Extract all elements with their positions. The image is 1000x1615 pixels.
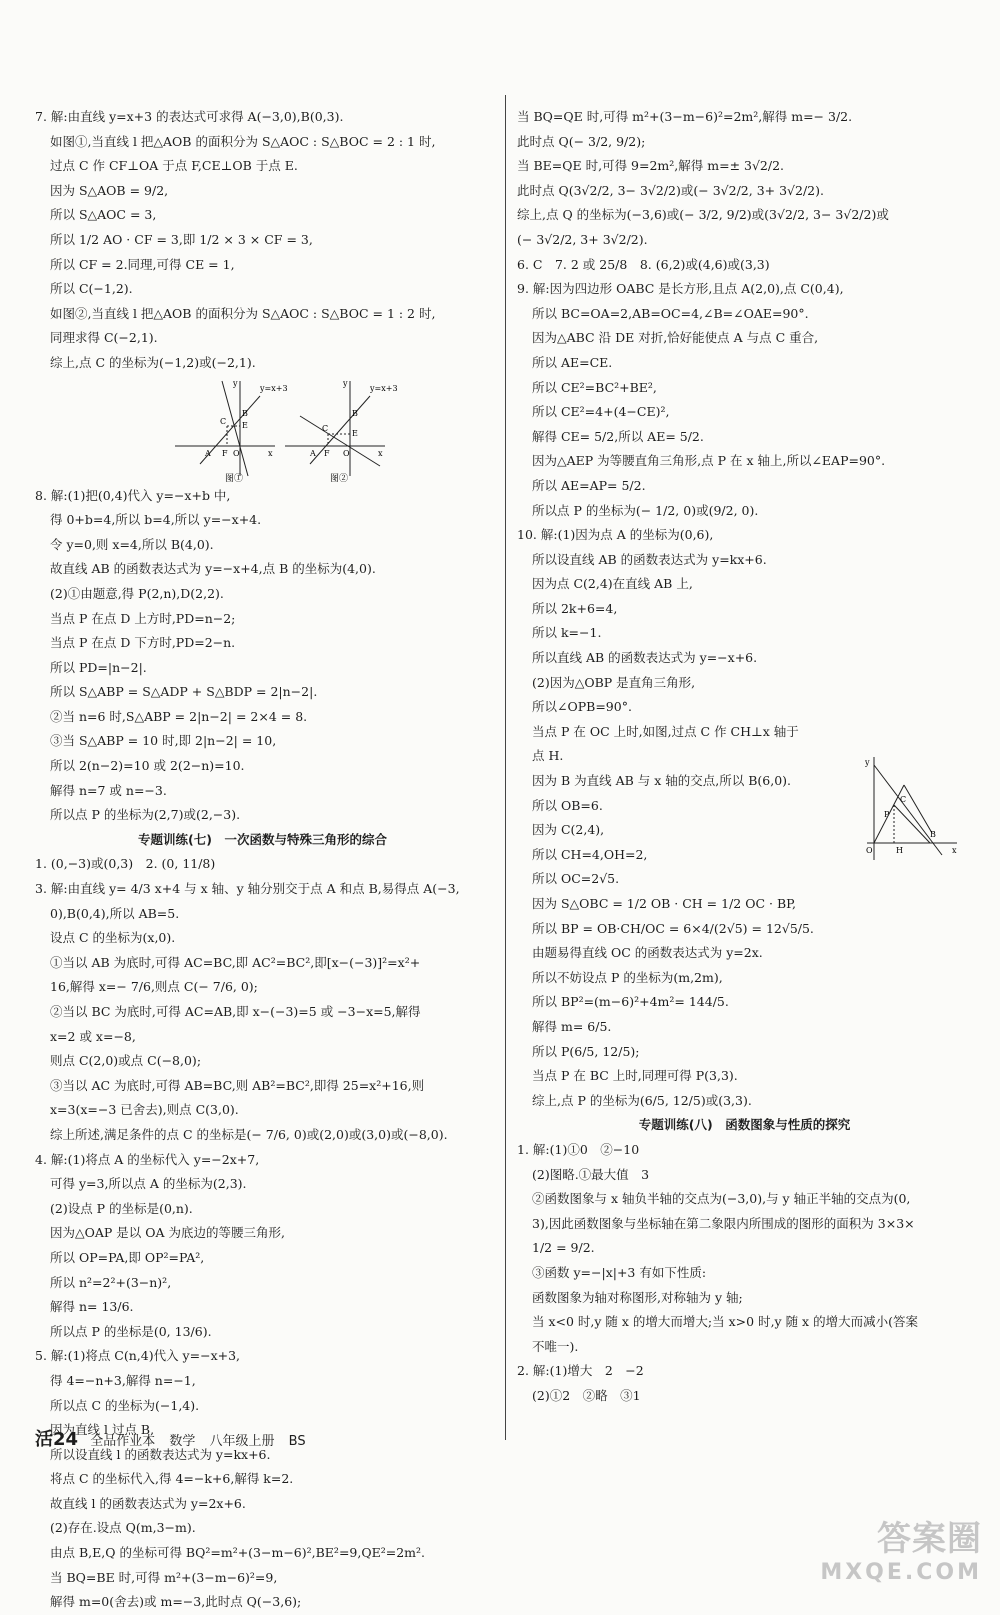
text-line: 0),B(0,4),所以 AB=5. [50,905,180,921]
text-line: 所以 C(−1,2). [50,281,133,297]
text-line: (2)图略.①最大值 3 [532,1166,650,1182]
text-line: 所以点 P 的坐标为(2,7)或(2,−3). [50,807,241,823]
text-line: 所以 2k+6=4, [532,600,618,616]
book-title: 全品作业本 [90,1434,156,1449]
text-line: 函数图象为轴对称图形,对称轴为 y 轴; [532,1289,743,1305]
text-line: 所以 CF = 2.同理,可得 CE = 1, [50,256,235,272]
text-line: 所以 S△AOC = 3, [50,207,157,223]
text-line: ①当以 AB 为底时,可得 AC=BC,即 AC²=BC²,即[x−(−3)]²=x²+ [50,954,421,970]
text-line: 因为 B 为直线 AB 与 x 轴的交点,所以 B(6,0). [532,773,792,789]
text-line: 所以点 C 的坐标为(−1,4). [50,1397,200,1413]
text-line: 解得 n= 13/6. [50,1299,134,1315]
text-line: 过点 C 作 CF⊥OA 于点 F,CE⊥OB 于点 E. [50,158,298,174]
subject: 数学 [169,1434,196,1449]
text-line: 解得 CE= 5/2,所以 AE= 5/2. [532,428,704,444]
text-line: 当 BQ=BE 时,可得 m²+(3−m−6)²=9, [50,1569,278,1585]
text-line: ②当 n=6 时,S△ABP = 2|n−2| = 2×4 = 8. [50,708,308,724]
text-line: 所以 AE=CE. [532,354,613,370]
svg-text:E: E [352,428,358,438]
text-line: 所以 BP²=(m−6)²+4m²= 144/5. [532,994,729,1010]
svg-text:x: x [952,846,957,855]
text-line: 所以∠OPB=90°. [532,699,632,715]
text-line: 所以 1/2 AO · CF = 3,即 1/2 × 3 × CF = 3, [50,231,313,247]
text-line: 当 BE=QE 时,可得 9=2m²,解得 m=± 3√2/2. [517,158,785,174]
text-line: 当点 P 在点 D 上方时,PD=n−2; [50,610,236,626]
text-line: 所以 CE²=BC²+BE², [532,379,657,395]
text-line: ③当 S△ABP = 10 时,即 2|n−2| = 10, [50,733,277,749]
svg-text:E: E [242,420,248,430]
text-line: 当 BQ=QE 时,可得 m²+(3−m−6)²=2m²,解得 m=− 3/2. [517,109,853,124]
text-line: 不唯一). [532,1338,579,1354]
fig1-line-label: y=x+3 [260,383,288,393]
text-line: 综上,点 C 的坐标为(−1,2)或(−2,1). [50,354,256,370]
svg-text:x: x [268,448,273,458]
text-line: 3),因此函数图象与坐标轴在第二象限内所围成的图形的面积为 3×3× [532,1215,915,1231]
text-line: 6. C 7. 2 或 25/8 8. (6,2)或(4,6)或(3,3) [517,256,770,272]
watermark: 答案圈 MXQE.COM [820,1519,982,1585]
figure-2 [285,379,398,484]
text-line: 所以 CE²=4+(4−CE)², [532,404,670,420]
text-line: 所以 OB=6. [532,797,603,813]
text-line: 点 H. [532,748,564,764]
text-line: 则点 C(2,0)或点 C(−8,0); [50,1053,202,1069]
text-line: 综上,点 Q 的坐标为(−3,6)或(− 3/2, 9/2)或(3√2/2, 3− 3√2/2)或 [517,207,889,223]
page-number: 活24 [35,1429,79,1450]
text-line: 所以 P(6/5, 12/5); [532,1043,640,1059]
q10-line-bp [894,805,930,843]
text-line: 所以设直线 AB 的函数表达式为 y=kx+6. [532,551,767,567]
text-line: 所以 OC=2√5. [532,871,620,887]
text-line: 当点 P 在点 D 下方时,PD=2−n. [50,635,236,651]
svg-text:y: y [865,758,870,767]
text-line: 因为△AEP 为等腰直角三角形,点 P 在 x 轴上,所以∠EAP=90°. [532,453,886,469]
svg-text:C: C [900,795,907,804]
text-line: 1/2 = 9/2. [532,1240,595,1256]
text-line: (2)因为△OBP 是直角三角形, [532,674,696,690]
text-line: 所以设直线 l 的函数表达式为 y=kx+6. [50,1446,271,1462]
text-line: 所以 n²=2²+(3−n)², [50,1274,172,1290]
text-line: 所以直线 AB 的函数表达式为 y=−x+6. [532,650,758,666]
svg-text:B: B [242,408,248,418]
svg-text:O: O [866,846,873,855]
text-line: 将点 C 的坐标代入,得 4=−k+6,解得 k=2. [50,1471,294,1487]
text-line: 因为点 C(2,4)在直线 AB 上, [532,576,693,592]
text-line: 所以点 P 的坐标为(− 1/2, 0)或(9/2, 0). [532,502,759,518]
text-line: 如图②,当直线 l 把△AOB 的面积分为 S△AOC : S△BOC = 1 : 2 时, [50,305,436,321]
left-column [35,105,490,1615]
text-line: 所以 PD=|n−2|. [50,659,147,675]
section-heading: 专题训练(七) 一次函数与特殊三角形的综合 [138,831,387,847]
text-line: 所以 k=−1. [532,625,602,641]
column-divider [505,95,506,1440]
page-footer [35,1428,316,1455]
text-line: 所以 AE=AP= 5/2. [532,477,646,493]
text-line: 因为 S△OBC = 1/2 OB · CH = 1/2 OC · BP, [532,896,796,911]
text-line: (2)存在.设点 Q(m,3−m). [50,1520,196,1536]
text-line: 如图①,当直线 l 把△AOB 的面积分为 S△AOC : S△BOC = 2 : 1 时, [50,133,436,149]
q10-line-bc [904,785,932,833]
text-line: 16,解得 x=− 7/6,则点 C(− 7/6, 0); [50,979,258,995]
text-line: 3. 解:由直线 y= 4/3 x+4 与 x 轴、y 轴分别交于点 A 和点 B,易得点 A(−3, [35,881,460,897]
text-line: 1. (0,−3)或(0,3) 2. (0, 11/8) [35,856,216,872]
text-line: 由题易得直线 OC 的函数表达式为 y=2x. [532,945,763,961]
text-line: 所以 CH=4,OH=2, [532,846,648,862]
svg-text:H: H [896,846,903,855]
text-line: 故直线 l 的函数表达式为 y=2x+6. [50,1495,246,1511]
text-line: (2)①由题意,得 P(2,n),D(2,2). [50,585,224,601]
text-line: 得 4=−n+3,解得 n=−1, [50,1372,196,1388]
text-line: 因为△ABC 沿 DE 对折,恰好能使点 A 与点 C 重合, [532,330,819,346]
text-line: (− 3√2/2, 3+ 3√2/2). [517,231,648,247]
text-line: 5. 解:(1)将点 C(n,4)代入 y=−x+3, [35,1348,241,1364]
text-line: 所以 BC=OA=2,AB=OC=4,∠B=∠OAE=90°. [532,305,809,321]
figures-svg [35,376,475,484]
text-line: 当点 P 在 BC 上时,同理可得 P(3,3). [532,1068,738,1084]
text-line: 2. 解:(1)增大 2 −2 [517,1363,644,1379]
text-line: 解得 n=7 或 n=−3. [50,782,167,798]
text-line: 1. 解:(1)①0 ②−10 [517,1141,640,1157]
text-line: ②函数图象与 x 轴负半轴的交点为(−3,0),与 y 轴正半轴的交点为(0, [532,1191,911,1207]
text-line: (2)①2 ②略 ③1 [532,1387,641,1403]
grade: 八年级上册 [209,1434,275,1449]
text-line: 当 x<0 时,y 随 x 的增大而增大;当 x>0 时,y 随 x 的增大而减小(答案 [532,1314,918,1330]
svg-text:x: x [378,448,383,458]
text-line: ②当以 BC 为底时,可得 AC=AB,即 x−(−3)=5 或 −3−x=5,解得 [50,1004,421,1019]
section-heading: 专题训练(八) 函数图象与性质的探究 [638,1117,851,1133]
text-line: 所以 S△ABP = S△ADP + S△BDP = 2|n−2|. [50,684,318,700]
text-line: 因为△OAP 是以 OA 为底边的等腰三角形, [50,1225,285,1241]
text-line: 此时点 Q(3√2/2, 3− 3√2/2)或(− 3√2/2, 3+ 3√2/2). [517,182,824,198]
figure-q10 [862,755,962,865]
edition: BS [288,1434,306,1449]
text-line: 因为 C(2,4), [532,822,605,838]
svg-text:C: C [220,416,227,426]
fig2-caption: 图② [330,473,349,484]
svg-text:B: B [930,830,936,839]
text-line: 所以 BP = OB·CH/OC = 6×4/(2√5) = 12√5/5. [532,920,814,936]
text-line: 解得 m= 6/5. [532,1018,612,1034]
text-line: 9. 解:因为四边形 OABC 是长方形,且点 A(2,0),点 C(0,4), [517,281,844,297]
text-line: ③当以 AC 为底时,可得 AB=BC,则 AB²=BC²,即得 25=x²+16,则 [50,1077,425,1093]
figure-group [35,376,490,484]
text-line: 因为 S△AOB = 9/2, [50,182,169,198]
svg-text:O: O [233,448,240,458]
svg-text:P: P [884,810,890,819]
text-line: 所以 OP=PA,即 OP²=PA², [50,1249,205,1265]
svg-text:O: O [343,448,350,458]
text-line: 同理求得 C(−2,1). [50,330,158,346]
svg-text:F: F [324,448,330,458]
text-line: 10. 解:(1)因为点 A 的坐标为(0,6), [517,527,714,543]
svg-text:A: A [205,448,211,458]
text-line: 所以点 P 的坐标是(0, 13/6). [50,1323,212,1339]
svg-text:y: y [233,378,238,388]
text-line: x=2 或 x=−8, [50,1028,136,1044]
text-line: 8. 解:(1)把(0,4)代入 y=−x+b 中, [35,487,231,503]
text-line: 此时点 Q(− 3/2, 9/2); [517,133,646,149]
text-line: 所以不妨设点 P 的坐标为(m,2m), [532,969,723,985]
fig2-line-l [300,416,380,466]
text-line: x=3(x=−3 已舍去),则点 C(3,0). [50,1102,239,1118]
text-line: 令 y=0,则 x=4,所以 B(4,0). [50,536,214,552]
figure-1 [175,379,288,484]
svg-text:y=x+3: y=x+3 [370,383,398,393]
text-line: 由点 B,E,Q 的坐标可得 BQ²=m²+(3−m−6)²,BE²=9,QE²=2m². [50,1545,425,1561]
text-line: 当点 P 在 OC 上时,如图,过点 C 作 CH⊥x 轴于 [532,723,799,739]
svg-text:B: B [352,408,358,418]
text-line: 得 0+b=4,所以 b=4,所以 y=−x+4. [50,512,262,528]
text-line: (2)设点 P 的坐标是(0,n). [50,1200,193,1216]
text-line: 解得 m=0(舍去)或 m=−3,此时点 Q(−3,6); [50,1594,302,1610]
text-line: 因为直线 l 过点 B, [50,1422,155,1438]
text-line: 7. 解:由直线 y=x+3 的表达式可求得 A(−3,0),B(0,3). [35,109,344,124]
text-line: 所以 2(n−2)=10 或 2(2−n)=10. [50,758,245,774]
svg-text:A: A [310,448,316,458]
text-line: 设点 C 的坐标为(x,0). [50,930,176,946]
text-line: 故直线 AB 的函数表达式为 y=−x+4,点 B 的坐标为(4,0). [50,561,376,577]
fig1-caption: 图① [225,473,244,484]
text-line: 综上,点 P 的坐标为(6/5, 12/5)或(3,3). [532,1092,752,1108]
svg-text:C: C [322,423,329,433]
text-line: ③函数 y=−|x|+3 有如下性质: [532,1264,707,1280]
text-line: 可得 y=3,所以点 A 的坐标为(2,3). [50,1176,247,1192]
text-line: 4. 解:(1)将点 A 的坐标代入 y=−2x+7, [35,1151,260,1167]
svg-text:y: y [343,378,348,388]
text-line: 综上所述,满足条件的点 C 的坐标是(− 7/6, 0)或(2,0)或(3,0)或(−8,0). [50,1126,448,1142]
svg-text:F: F [222,448,228,458]
